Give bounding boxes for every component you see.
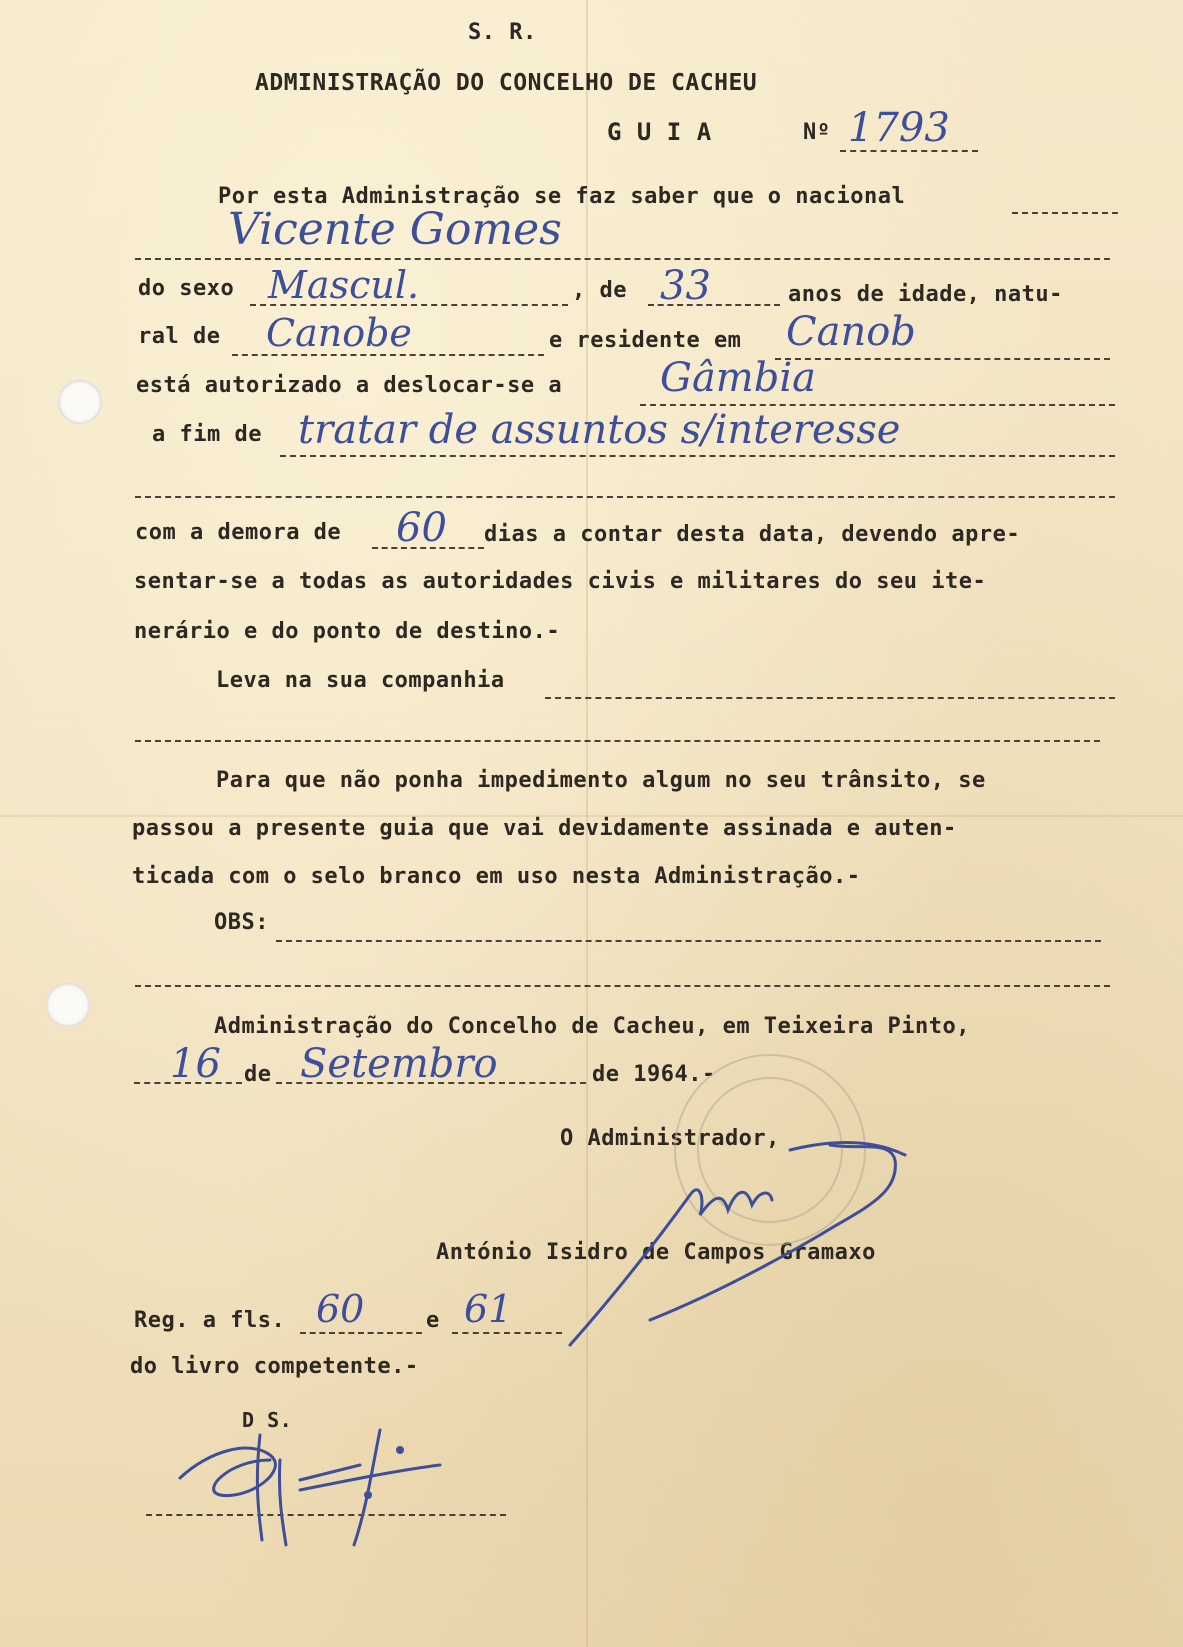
seal-stamp [675, 1055, 865, 1245]
administrador-label: O Administrador, [560, 1126, 780, 1151]
reg-e-label: e [426, 1308, 440, 1333]
header-sr: S. R. [468, 20, 537, 45]
day-value: 16 [170, 1041, 221, 1087]
number-label: Nº [803, 120, 831, 145]
ds-label: D S. [242, 1408, 293, 1432]
reg-label: Reg. a fls. [134, 1308, 286, 1333]
demora-suffix: dias a contar desta data, devendo apre- [484, 522, 1021, 547]
idade-value: 33 [660, 263, 711, 309]
demora-label: com a demora de [135, 520, 342, 545]
reg-fls-value: 60 [316, 1287, 365, 1331]
sexo-label: do sexo [138, 276, 235, 301]
para-line-3: ticada com o selo branco em uso nesta Administração.- [132, 864, 861, 889]
natural-label: ral de [138, 324, 221, 349]
administrator-signature [570, 1142, 905, 1345]
livro-label: do livro competente.- [130, 1354, 419, 1379]
administrador-name: António Isidro de Campos Gramaxo [436, 1240, 876, 1265]
intro-text: Por esta Administração se faz saber que o nacional [218, 184, 906, 209]
ds-signature [180, 1430, 440, 1545]
companhia-label: Leva na sua companhia [216, 668, 505, 693]
para-line-1: Para que não ponha impedimento algum no seu trânsito, se [216, 768, 986, 793]
residente-value: Canob [786, 309, 916, 355]
idade-suffix: anos de idade, natu- [788, 282, 1063, 307]
demora-value: 60 [396, 505, 447, 551]
header-administration: ADMINISTRAÇÃO DO CONCELHO DE CACHEU [255, 70, 758, 96]
destino-line-text: nerário e do ponto de destino.- [134, 619, 561, 644]
destino-value: Gâmbia [660, 355, 816, 401]
guia-label: G U I A [607, 118, 712, 146]
de-label: , de [572, 278, 627, 303]
fim-value: tratar de assuntos s/interesse [298, 407, 901, 453]
year-text: de 1964.- [592, 1062, 716, 1087]
sexo-value: Mascul. [268, 263, 420, 307]
para-line-2: passou a presente guia que vai devidamente assinada e auten- [132, 816, 957, 841]
guia-number: 1793 [848, 105, 950, 151]
place-line: Administração do Concelho de Cacheu, em Teixeira Pinto, [214, 1014, 970, 1039]
date-de-label: de [244, 1062, 272, 1087]
fim-label: a fim de [152, 422, 262, 447]
autorizado-label: está autorizado a deslocar-se a [136, 373, 563, 398]
nacional-name: Vicente Gomes [228, 204, 562, 255]
reg-fls2-value: 61 [464, 1287, 513, 1331]
apresentar-line: sentar-se a todas as autoridades civis e militares do seu ite- [134, 569, 987, 594]
residente-label: e residente em [549, 328, 742, 353]
natural-value: Canobe [266, 311, 412, 355]
month-value: Setembro [300, 1041, 498, 1087]
obs-label: OBS: [214, 910, 269, 935]
